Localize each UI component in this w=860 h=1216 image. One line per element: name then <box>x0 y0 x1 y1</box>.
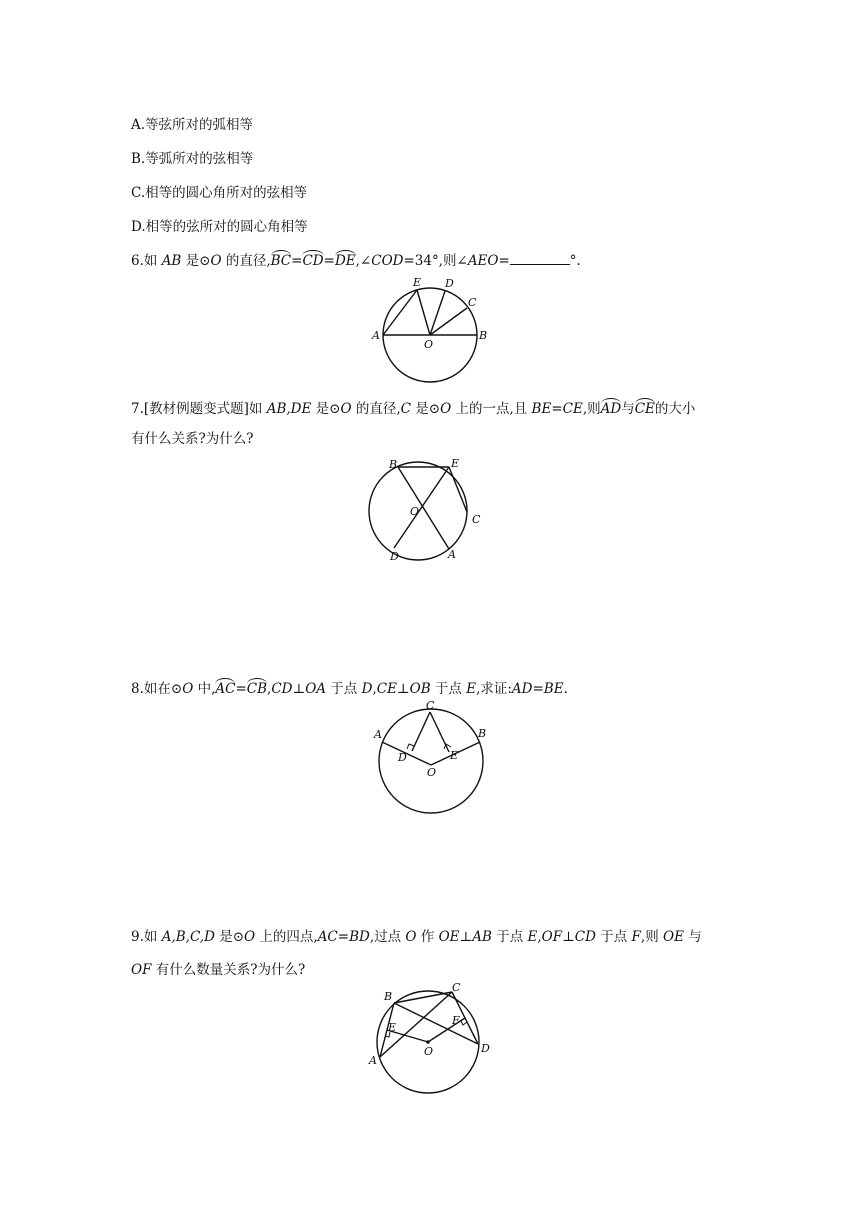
question-7-text: 7.[教材例题变式题]如 AB,DE 是⊙O 的直径,C 是⊙O 上的一点,且 BE=CE,则AD与CE的大小 <box>131 401 696 417</box>
label-b: B <box>478 727 487 740</box>
perpendicular-ce <box>430 712 449 752</box>
label-a: A <box>374 728 382 741</box>
arc-ac: AC <box>215 681 236 697</box>
label-a: A <box>372 329 380 342</box>
label-e: E <box>451 457 460 470</box>
question-number: 9. <box>131 929 144 945</box>
label-d: D <box>481 1042 490 1055</box>
arc-cb: CB <box>246 681 268 697</box>
label-f: F <box>452 1014 460 1027</box>
question-8-text: 8.如在⊙O 中,AC=CB,CD⊥OA 于点 D,CE⊥OB 于点 E,求证:AD=BE. <box>131 681 568 697</box>
segment-eo <box>417 290 430 335</box>
question-6-text: 6.如 AB 是⊙O 的直径,BC=CD=DE,∠COD=34°,则∠AEO= °. <box>131 253 581 269</box>
label-c: C <box>468 296 477 309</box>
arc-ad: AD <box>600 401 622 417</box>
label-d: D <box>398 751 407 764</box>
answer-blank[interactable] <box>510 252 570 265</box>
option-b: B.等弧所对的弦相等 <box>131 151 254 167</box>
label-c: C <box>426 699 435 712</box>
label-a: A <box>369 1054 377 1067</box>
label-o: O <box>424 1045 434 1058</box>
question-number: 7. <box>131 401 144 417</box>
label-d: D <box>390 550 399 563</box>
segment-od <box>430 291 445 335</box>
question-number: 8. <box>131 681 144 697</box>
question-9-text: 9.如 A,B,C,D 是⊙O 上的四点,AC=BD,过点 O 作 OE⊥AB 于点 E,OF⊥CD 于点 F,则 OE 与 <box>131 929 702 945</box>
label-o: O <box>410 505 420 518</box>
segment-oc <box>430 308 467 335</box>
circle <box>379 709 483 813</box>
perpendicular-cd <box>412 712 430 751</box>
question-9-line2: OF 有什么数量关系?为什么? <box>131 962 306 978</box>
option-c: C.相等的圆心角所对的弦相等 <box>131 185 308 201</box>
label-e: E <box>450 749 459 762</box>
chord-ec <box>449 467 467 512</box>
option-d: D.相等的弦所对的圆心角相等 <box>131 219 308 235</box>
label-d: D <box>445 277 454 290</box>
label-b: B <box>479 329 488 342</box>
label-o: O <box>427 766 437 779</box>
figure-q6 <box>365 272 495 388</box>
label-c: C <box>452 981 461 994</box>
figure-q7 <box>368 452 498 566</box>
label-c: C <box>472 513 481 526</box>
arc-de: DE <box>334 253 356 269</box>
arc-ce: CE <box>634 401 655 417</box>
figure-q9 <box>365 980 500 1098</box>
question-number: 6. <box>131 253 144 269</box>
label-a: A <box>448 548 456 561</box>
label-o: O <box>424 338 434 351</box>
label-e: E <box>388 1021 397 1034</box>
question-7-line2: 有什么关系?为什么? <box>131 431 254 447</box>
label-e: E <box>413 276 422 289</box>
figure-q8 <box>368 698 498 816</box>
center-point <box>426 1040 430 1044</box>
option-a: A.等弦所对的弧相等 <box>131 117 254 133</box>
label-b: B <box>389 458 398 471</box>
arc-cd: CD <box>302 253 324 269</box>
label-b: B <box>384 990 393 1003</box>
arc-bc: BC <box>270 253 292 269</box>
